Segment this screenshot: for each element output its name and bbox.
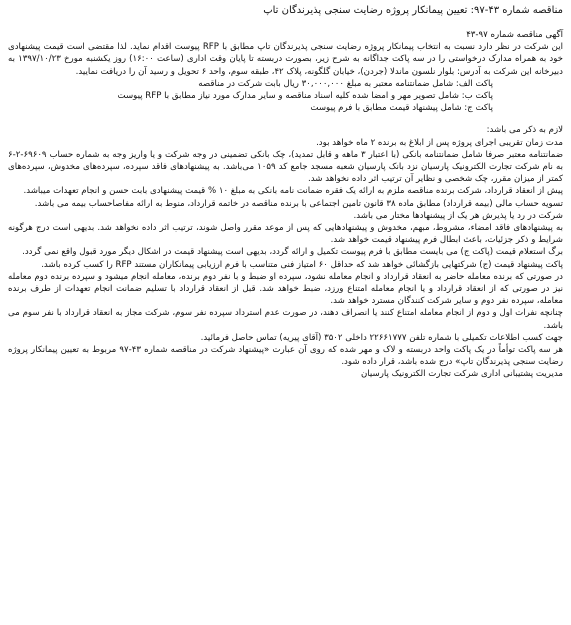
packet-item: پاکت الف: شامل ضمانتنامه معتبر به مبلغ ۳۰,۰۰۰,۰۰۰ ریال بابت شرکت در مناقصه (198, 78, 493, 89)
notes-intro: لازم به ذکر می باشد: (486, 125, 563, 136)
packet-item: پاکت ب: شامل تصویر مهر و امضا شده کلیه اسناد مناقصه و سایر مدارک مورد نیاز مطابق با RFP پیوست (117, 91, 493, 102)
note-item: پیش از انعقاد قرارداد، شرکت برنده مناقصه ملزم به ارائه یک فقره ضمانت نامه بانکی به مبلغ ۱۰ % قیمت پیشنهادی بابت حسن و انجام تعهدات میباشد. (23, 186, 563, 197)
note-item: جهت کسب اطلاعات تکمیلی با شماره تلفن ۲۲۶۶۱۷۷۷ داخلی ۳۵۰۲ (آقای پیریه) تماس حاصل فرمائید. (200, 332, 563, 343)
note-item: هر سه پاکت توأماً در یک پاکت واحد دربسته و لاک و مهر شده که روی آن عبارت «پیشنهاد شرکت در مناقصه شماره ۴۳-۹۷ مربوط به تعیین پیمانکار پروژه رضایت سنجی پذیرندگان تاپ» درج شده باشد، قرار داده شود. (8, 345, 563, 368)
note-item: در صورتی که برنده معامله حاضر به انعقاد قرارداد و انجام معامله نشود، سپرده او ضبط و با نفر دوم برنده، معامله انجام میشود و سپرده برنده دوم معامله نیز در صورتی که از انعقاد قرارداد و یا انجام معامله امتناع ورزد، ضبط خواهد شد. قبل از انعقاد قرارداد با تسلیم ضمانت انجام تعهدات از طرف برنده معامله، سپرده نفر دوم و سایر شرکت کنندگان مسترد خواهد شد. (8, 271, 563, 307)
packet-item: پاکت ج: شامل پیشنهاد قیمت مطابق با فرم پیوست (310, 103, 493, 114)
page-title: مناقصه شماره ۴۳-۹۷: تعیین پیمانکار پروژه رضایت سنجی پذیرندگان تاپ (263, 5, 563, 16)
note-item: برگ استعلام قیمت (پاکت ج) می بایست مطابق با فرم پیوست تکمیل و ارائه گردد، بدیهی است پیشنهاد قیمت در اشکال دیگر مورد قبول واقع نمی گردد. (22, 247, 563, 258)
packets-list (8, 78, 563, 115)
intro-paragraph: این شرکت در نظر دارد نسبت به انتخاب پیمانکار پروژه رضایت سنجی پذیرندگان تاپ مطابق با RFP پیوست اقدام نماید. لذا مقتضی است قیمت پیشنهادی خود به همراه مدارک درخواستی را در سه پاکت جداگانه به شرح زیر، بصورت دربسته تا پایان وقت اداری (ساعت ۱۶:۰۰) روز یکشنبه مورخ ۱۳۹۷/۱۰/۲۳ به دبیرخانه این شرکت به آدرس: بلوار نلسون ماندلا (جردن)، خیابان گلگونه، پلاک ۴۲، طبقه سوم، واحد ۶ تحویل و رسید آن را دریافت نمایید. (8, 42, 563, 77)
notice-title: آگهی مناقصه شماره ۹۷-۴۳ (466, 30, 563, 40)
note-item: به پیشنهادهای فاقد امضاء، مشروط، مبهم، مخدوش و پیشنهادهایی که پس از موعد مقرر واصل شوند، ترتیب اثر داده نخواهد شد. بدیهی است درج هرگونه شرایط و ذکر جزئیات، باعث ابطال فرم پیشنهاد قیمت خواهد شد. (8, 223, 563, 246)
note-item: تسویه حساب مالی (بیمه قرارداد) مطابق ماده ۳۸ قانون تامین اجتماعی با برنده مناقصه در خاتمه قرارداد، منوط به ارائه مفاصاحساب بیمه می باشد. (34, 198, 563, 209)
note-item: پاکت پیشنهاد قیمت (ج) شرکتهایی بازگشائی خواهد شد که حداقل ۶۰ امتیاز فنی متناسب با فرم ارزیابی پیمانکاران مستند RFP را کسب کرده باشد. (41, 259, 563, 270)
note-item: ضمانتنامه معتبر صرفا شامل ضمانتنامه بانکی (با اعتبار ۳ ماهه و قابل تمدید)، چک بانکی تضمینی در وجه شرکت و یا واریز وجه به شماره حساب ۶۹۶۰۹-۲-۶ به نام شرکت تجارت الکترونیک پارسیان نزد بانک پارسیان شعبه مسجد جامع کد ۱۰۵۹ می‌باشد. به پیشنهادهای فاقد سپرده، سپرده‌های مخدوش، سپرده‌های کمتر از میزان مقرر، چک شخصی و نظایر آن ترتیب اثر داده نخواهد شد. (8, 149, 563, 185)
signature: مدیریت پشتیبانی اداری شرکت تجارت الکترونیک پارسیان (360, 369, 563, 380)
note-item: شرکت در رد یا پذیرش هر یک از پیشنهادها مختار می باشد. (353, 210, 563, 221)
note-item: چنانچه نفرات اول و دوم از انجام معامله امتناع کنند یا انصراف دهند، در صورت عدم استرداد سپرده نفر سوم، شرکت مجاز به انعقاد قرارداد با نفر سوم می باشد. (8, 308, 563, 331)
notes-list (8, 137, 563, 369)
note-item: مدت زمان تقریبی اجرای پروژه پس از ابلاغ به برنده ۲ ماه خواهد بود. (316, 137, 563, 148)
